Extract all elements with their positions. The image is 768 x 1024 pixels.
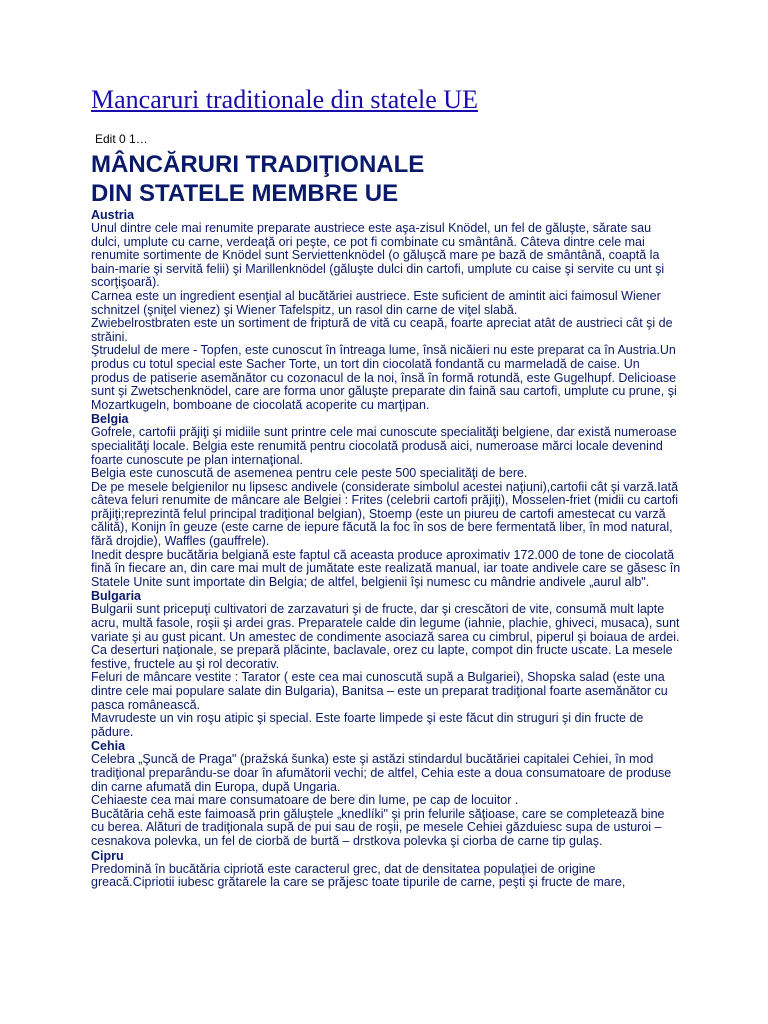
section-belgia xyxy=(91,412,681,589)
main-heading-line-2: DIN STATELE MEMBRE UE xyxy=(91,180,399,207)
paragraph: Gofrele, cartofii prăjiţi şi midiile sunt printre cele mai cunoscute specialităţi belgiene, dar există numeroase specialităţi locale. Belgia este renumită pentru ciocolată produsă aici, numeroase mărci locale devenind foarte cunoscute pe plan internaţional. xyxy=(91,425,677,467)
paragraph: Celebra „Şuncă de Praga" (pražská šunka) este şi astăzi stindardul bucătăriei capitalei Cehiei, în mod tradiţional preparându-se doar în afumătorii vechi; de altfel, Cehia este a doua consumatoare de produse din carne afumată din Europa, după Ungaria. xyxy=(91,752,672,794)
section-cipru xyxy=(91,849,681,890)
section-title: Cipru xyxy=(91,848,124,863)
section-title: Belgia xyxy=(91,412,129,427)
section-title: Cehia xyxy=(91,739,126,754)
section-title: Bulgaria xyxy=(91,589,142,604)
paragraph: Ştrudelul de mere - Topfen, este cunoscut în întreaga lume, însă nicăieri nu este preparat ca în Austria.Un produs cu totul special este Sacher Torte, un tort din ciocolată fondantă cu marmeladă de caise. Un produs de patiserie asemănător cu cozonacul de la noi, însă în formă rotundă, este Gugelhupf. Delicioase sunt şi Zwetschenknödel, care are forma unor găluşte preparate din faină sau cartofi, umplute cu prune, şi Mozartkugeln, bomboane de ciocolată acoperite cu marţipan. xyxy=(91,343,677,412)
paragraph: Cehiaeste cea mai mare consumatoare de bere din lume, pe cap de locuitor . xyxy=(91,793,519,808)
main-heading-line-1: MÂNCĂRURI TRADIŢIONALE xyxy=(91,151,425,178)
paragraph: De pe mesele belgienilor nu lipsesc andivele (considerate simbolul acestei naţiuni),cartofii cât şi varză.Iată câteva feluri renumite de mâncare ale Belgiei : Frites (celebrii cartofi prăjiţi), Mosselen-friet (midii cu cartofi prăjiţi;reprezintă felul principal tradiţional belgian), Stoemp (este un piureu de cartofi amestecat cu varză călită), Konijn în geuze (este carne de iepure făcută la foc în sos de bere fermentată liber, în mod natural, fără drojdie), Waffles (gauffrele). xyxy=(91,479,679,549)
section-austria xyxy=(91,208,681,412)
document-content xyxy=(91,150,681,890)
section-title: Austria xyxy=(91,208,135,222)
edit-info: Edit 0 1… xyxy=(95,132,148,146)
main-heading xyxy=(91,150,681,208)
paragraph: Bulgarii sunt pricepuţi cultivatori de zarzavaturi şi de fructe, dar şi crescători de vite, consumă mult lapte acru, multă fasole, roşii şi ardei gras. Preparatele calde din legume (iahnie, plachie, ghiveci, musaca), sunt variate şi au gust picant. Un amestec de condimente asociază sarea cu cimbrul, piperul şi boiaua de ardei. Ca deserturi naţionale, se prepară plăcinte, baclavale, orez cu lapte, compot din fructe uscate. La mesele festive, fructele au şi rol decorativ. xyxy=(91,602,680,671)
paragraph: Inedit despre bucătăria belgiană este faptul că aceasta produce aproximativ 172.000 de tone de ciocolată fină în fiecare an, din care mai mult de jumătate este realizată manual, iar toate andivele care se găsesc în Statele Unite sunt importate din Belgia; de altfel, belgienii îşi numesc cu mândrie andivele „aurul alb". xyxy=(91,547,681,589)
paragraph: Belgia este cunoscută de asemenea pentru cele peste 500 specialităţi de bere. xyxy=(91,466,528,481)
paragraph: Carnea este un ingredient esenţial al bucătăriei austriece. Este suficient de amintit aici faimosul Wiener schnitzel (şniţel vienez) şi Wiener Tafelspitz, un rasol din carne de viţel slabă. xyxy=(91,288,661,317)
paragraph: Mavrudeste un vin roşu atipic şi special. Este foarte limpede şi este făcut din struguri şi din fructe de pădure. xyxy=(91,711,644,739)
section-bulgaria xyxy=(91,589,681,739)
document-title-link[interactable]: Mancaruri traditionale din statele UE xyxy=(91,85,478,114)
paragraph: Zwiebelrostbraten este un sortiment de friptură de vită cu ceapă, foarte apreciat atât de austrieci cât şi de străini. xyxy=(91,316,673,344)
paragraph: Predomină în bucătăria cipriotă este caracterul grec, dat de densitatea populaţiei de origine greacă.Cipriotii iubesc grătarele la care se prăjesc toate tipurile de carne, peşti şi fructe de mare, xyxy=(91,861,626,890)
paragraph: Feluri de mâncare vestite : Tarator ( este cea mai cunoscută supă a Bulgariei), Shopska salad (este una dintre cele mai populare salate din Bulgaria), Banitsa – este un preparat tradiţional foarte asemănător cu pasca românească. xyxy=(91,670,668,712)
paragraph: Bucătăria cehă este faimoasă prin găluştele „knedlíki" şi prin felurile săţioase, care se completează bine cu berea. Alături de tradiţionala supă de pui sau de roşii, pe mesele Cehiei găzduiesc supa de usturoi – cesnakova polevka, un fel de ciorbă de burtă – drstkova polevka şi ciorba de carne tip gulaş. xyxy=(91,806,665,848)
paragraph: Unul dintre cele mai renumite preparate austriece este aşa-zisul Knödel, un fel de găluşte, sărate sau dulci, umplute cu carne, verdeaţă ori peşte, ce pot fi combinate cu smântână. Câteva dintre cele mai renumite sortimente de Knödel sunt Serviettenknödel (o găluşcă mare pe bază de smântână, coaptă la bain-marie şi servită felii) şi Marillenknödel (găluşte dulci din cartofi, umplute cu caise şi servite cu unt şi scorţişoară). xyxy=(91,221,665,290)
section-cehia xyxy=(91,739,681,848)
